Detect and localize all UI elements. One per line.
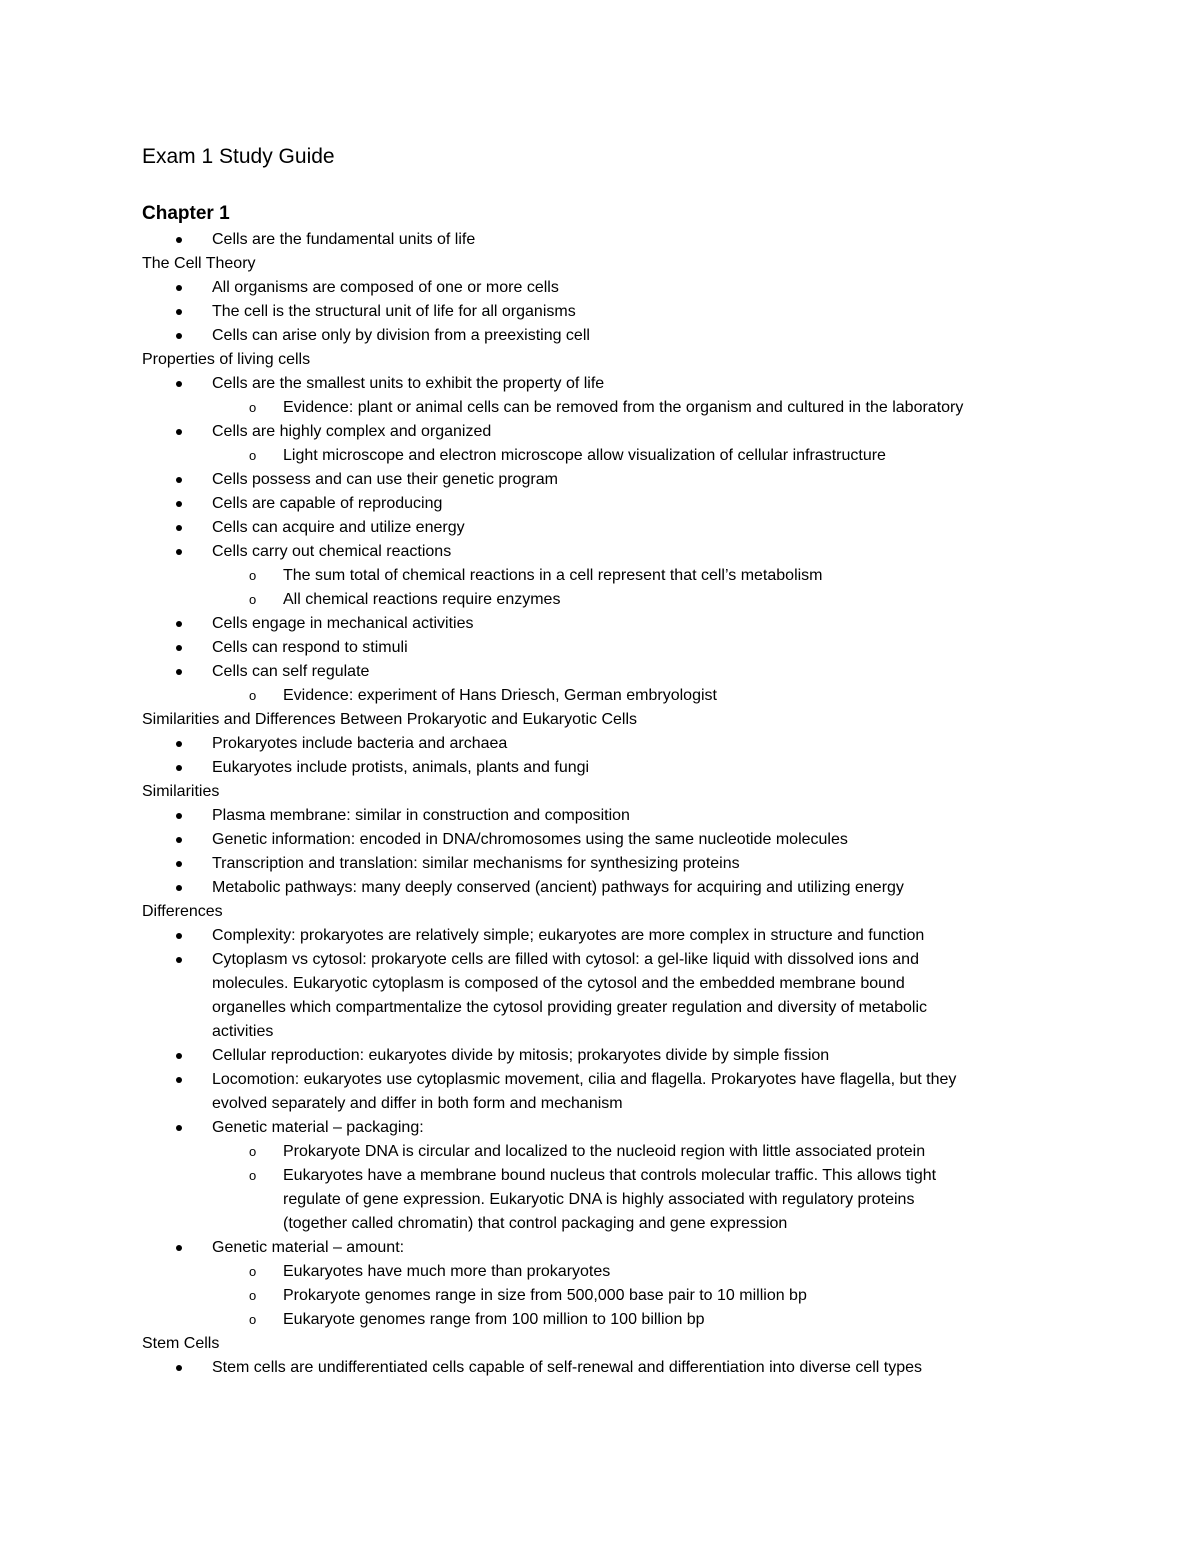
sub-bullet-item: o Prokaryote DNA is circular and localized to the nucleoid region with little associated protein <box>142 1140 1062 1164</box>
bullet-item: All organisms are composed of one or more cells <box>142 276 1062 300</box>
bullet-item: Genetic material – amount: <box>142 1236 1062 1260</box>
sub-bullet-item: o The sum total of chemical reactions in a cell represent that cell’s metabolism <box>142 564 1062 588</box>
document-title: Exam 1 Study Guide <box>142 145 335 168</box>
bullet-item: Cells are the smallest units to exhibit the property of life <box>142 372 1062 396</box>
section-heading: Stem Cells <box>142 1335 220 1352</box>
bullet-item: Locomotion: eukaryotes use cytoplasmic movement, cilia and flagella. Prokaryotes have flagella, but they <box>142 1068 1062 1092</box>
sub-bullet-item: o Evidence: experiment of Hans Driesch, German embryologist <box>142 684 1062 708</box>
sub-bullet-item: o Prokaryote genomes range in size from 500,000 base pair to 10 million bp <box>142 1284 1062 1308</box>
bullet-item: Plasma membrane: similar in construction and composition <box>142 804 1062 828</box>
chapter-heading: Chapter 1 <box>142 203 230 224</box>
bullet-item: Cellular reproduction: eukaryotes divide by mitosis; prokaryotes divide by simple fission <box>142 1044 1062 1068</box>
section-heading: The Cell Theory <box>142 255 256 272</box>
sub-bullet-continuation: regulate of gene expression. Eukaryotic DNA is highly associated with regulatory proteins <box>283 1191 915 1208</box>
bullet-continuation: organelles which compartmentalize the cytosol providing greater regulation and diversity of metabolic <box>212 999 928 1016</box>
bullet-item: Cytoplasm vs cytosol: prokaryote cells are filled with cytosol: a gel-like liquid with dissolved ions and <box>142 948 1062 972</box>
bullet-item: Genetic material – packaging: <box>142 1116 1062 1140</box>
bullet-continuation: evolved separately and differ in both form and mechanism <box>212 1095 623 1112</box>
bullet-item: Cells are highly complex and organized <box>142 420 1062 444</box>
bullet-item: Transcription and translation: similar mechanisms for synthesizing proteins <box>142 852 1062 876</box>
bullet-item: Cells can self regulate <box>142 660 1062 684</box>
document-body <box>142 228 1062 1380</box>
bullet-item: The cell is the structural unit of life for all organisms <box>142 300 1062 324</box>
section-heading: Properties of living cells <box>142 351 311 368</box>
bullet-item: Cells carry out chemical reactions <box>142 540 1062 564</box>
sub-bullet-item: o Eukaryotes have a membrane bound nucleus that controls molecular traffic. This allows tight <box>142 1164 1062 1188</box>
bullet-item: Cells can arise only by division from a preexisting cell <box>142 324 1062 348</box>
sub-bullet-item: o All chemical reactions require enzymes <box>142 588 1062 612</box>
bullet-continuation: molecules. Eukaryotic cytoplasm is composed of the cytosol and the embedded membrane bound <box>212 975 905 992</box>
bullet-item: Cells engage in mechanical activities <box>142 612 1062 636</box>
bullet-item: Cells are the fundamental units of life <box>142 228 1062 252</box>
sub-bullet-item: o Evidence: plant or animal cells can be removed from the organism and cultured in the laboratory <box>142 396 1062 420</box>
bullet-item: Eukaryotes include protists, animals, plants and fungi <box>142 756 1062 780</box>
bullet-item: Metabolic pathways: many deeply conserved (ancient) pathways for acquiring and utilizing energy <box>142 876 1062 900</box>
bullet-item: Cells can respond to stimuli <box>142 636 1062 660</box>
bullet-item: Cells possess and can use their genetic program <box>142 468 1062 492</box>
bullet-item: Complexity: prokaryotes are relatively simple; eukaryotes are more complex in structure and function <box>142 924 1062 948</box>
section-heading: Similarities <box>142 783 220 800</box>
sub-bullet-item: o Eukaryote genomes range from 100 million to 100 billion bp <box>142 1308 1062 1332</box>
sub-bullet-continuation: (together called chromatin) that control packaging and gene expression <box>283 1215 788 1232</box>
sub-bullet-item: o Eukaryotes have much more than prokaryotes <box>142 1260 1062 1284</box>
bullet-item: Cells are capable of reproducing <box>142 492 1062 516</box>
bullet-item: Genetic information: encoded in DNA/chromosomes using the same nucleotide molecules <box>142 828 1062 852</box>
section-heading: Similarities and Differences Between Prokaryotic and Eukaryotic Cells <box>142 711 638 728</box>
bullet-item: Stem cells are undifferentiated cells capable of self-renewal and differentiation into diverse cell types <box>142 1356 1062 1380</box>
sub-bullet-item: o Light microscope and electron microscope allow visualization of cellular infrastructure <box>142 444 1062 468</box>
bullet-continuation: activities <box>212 1023 274 1040</box>
bullet-item: Prokaryotes include bacteria and archaea <box>142 732 1062 756</box>
section-heading: Differences <box>142 903 223 920</box>
bullet-item: Cells can acquire and utilize energy <box>142 516 1062 540</box>
